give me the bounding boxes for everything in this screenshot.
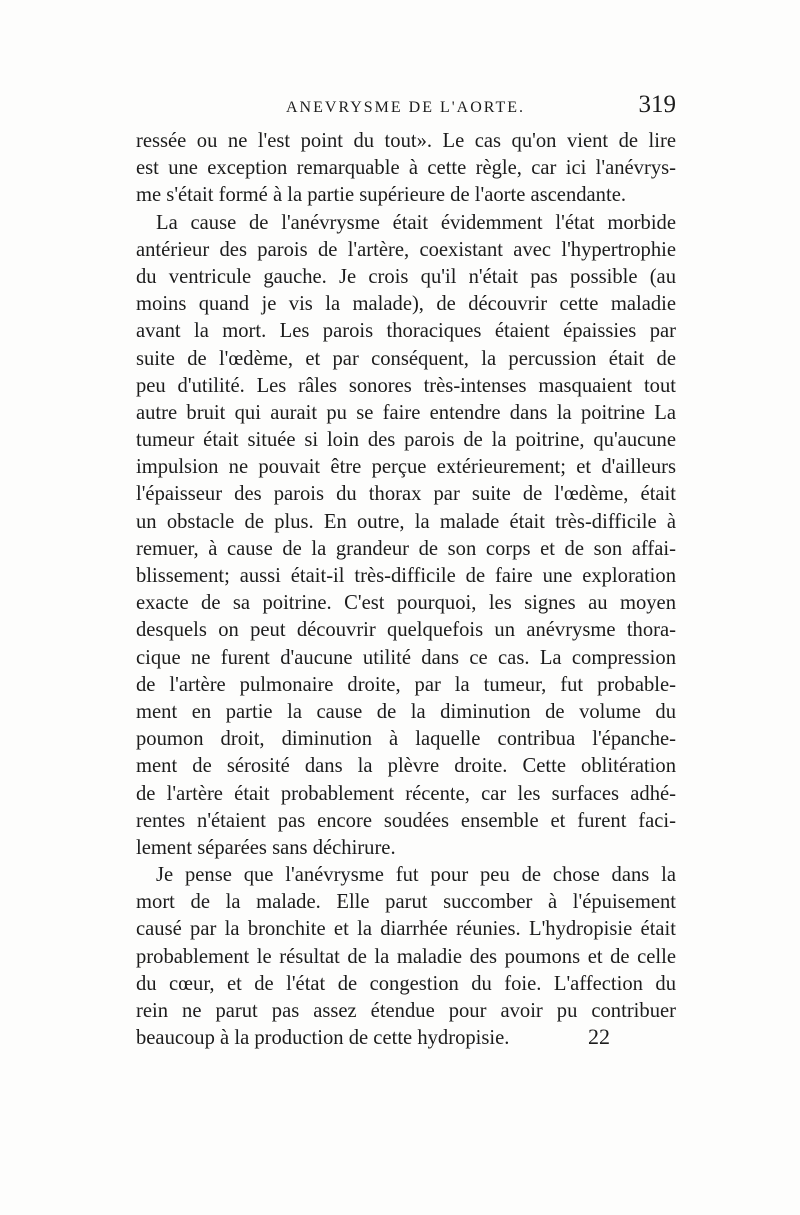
text-line: rein ne parut pas assez étendue pour avoir pu contribuer [136, 1000, 676, 1022]
text-line: rentes n'étaient pas encore soudées ensemble et furent faci- [136, 809, 676, 832]
text-line: du cœur, et de l'état de congestion du foie. L'affection du [136, 972, 676, 995]
text-line: blissement; aussi était-il très-difficile de faire une exploration [136, 565, 676, 587]
text-line: La cause de l'anévrysme était évidemment l'état morbide [156, 211, 676, 234]
text-line: ment en partie la cause de la diminution de volume du [136, 700, 676, 723]
text-line: ressée ou ne l'est point du tout». Le cas qu'on vient de lire [136, 130, 676, 152]
text-line: mort de la malade. Elle parut succomber à l'épuisement [136, 891, 676, 914]
text-line: antérieur des parois de l'artère, coexistant avec l'hypertrophie [136, 238, 676, 261]
text-line: remuer, à cause de la grandeur de son corps et de son affai- [136, 537, 676, 560]
text-line: me s'était formé à la partie supérieure de l'aorte ascendante. [136, 184, 626, 207]
text-line: exacte de sa poitrine. C'est pourquoi, les signes au moyen [136, 592, 676, 615]
text-line: du ventricule gauche. Je crois qu'il n'était pas possible (au [136, 265, 676, 288]
text-line: beaucoup à la production de cette hydropisie. [136, 1027, 510, 1050]
text-line: Je pense que l'anévrysme fut pour peu de chose dans la [156, 864, 676, 887]
text-line: moins quand je vis la malade), de découvrir cette maladie [136, 293, 676, 316]
text-line: un obstacle de plus. En outre, la malade était très-difficile à [136, 510, 676, 533]
text-line: desquels on peut découvrir quelquefois un anévrysme thora- [136, 619, 676, 642]
text-line: suite de l'œdème, et par conséquent, la percussion était de [136, 347, 676, 370]
text-line: cique ne furent d'aucune utilité dans ce cas. La compression [136, 646, 676, 669]
text-line: poumon droit, diminution à laquelle contribua l'épanche- [136, 728, 676, 751]
text-line: l'épaisseur des parois du thorax par suite de l'œdème, était [136, 483, 676, 506]
paragraph [136, 210, 676, 863]
running-title: ANEVRYSME DE L'AORTE. [286, 99, 526, 116]
signature-mark: 22 [588, 1024, 610, 1049]
text-line: avant la mort. Les parois thoraciques étaient épaissies par [136, 320, 676, 343]
body-text [136, 128, 676, 1052]
text-line: causé par la bronchite et la diarrhée réunies. L'hydropisie était [136, 918, 676, 941]
text-line: autre bruit qui aurait pu se faire entendre dans la poitrine La [136, 401, 676, 424]
text-line: peu d'utilité. Les râles sonores très-intenses masquaient tout [136, 374, 676, 397]
text-line: est une exception remarquable à cette règle, car ici l'anévrys- [136, 157, 676, 180]
paragraph [136, 128, 676, 210]
page-number: 319 [638, 91, 676, 118]
text-line: de l'artère pulmonaire droite, par la tumeur, fut probable- [136, 673, 676, 696]
text-line: lement séparées sans déchirure. [136, 836, 396, 859]
text-line: ment de sérosité dans la plèvre droite. Cette oblitération [136, 755, 676, 778]
text-line: tumeur était située si loin des parois de la poitrine, qu'aucune [136, 429, 676, 452]
text-line: de l'artère était probablement récente, car les surfaces adhé- [136, 782, 676, 805]
page-header [136, 91, 676, 129]
text-line: impulsion ne pouvait être perçue extérieurement; et d'ailleurs [136, 456, 676, 479]
text-line: probablement le résultat de la maladie des poumons et de celle [136, 945, 676, 968]
